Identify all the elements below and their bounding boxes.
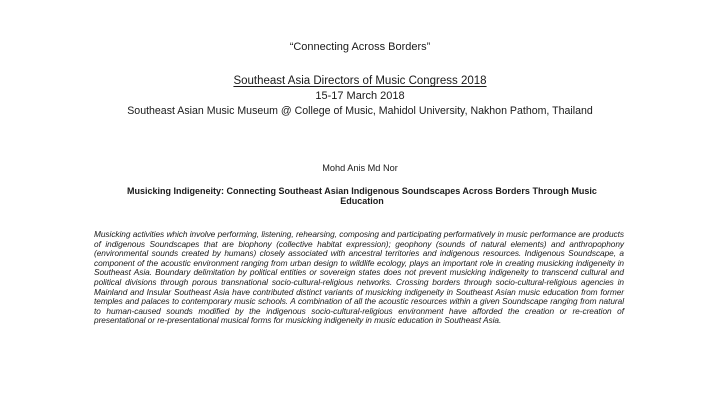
congress-title: Southeast Asia Directors of Music Congress 2018 [233, 75, 487, 87]
congress-venue: Southeast Asian Music Museum @ College of Music, Mahidol University, Nakhon Pathom, Thailand [127, 105, 593, 117]
congress-motto: “Connecting Across Borders” [289, 41, 431, 53]
congress-dates: 15-17 March 2018 [315, 90, 405, 102]
abstract-text: Musicking activities which involve performing, listening, rehearsing, composing and participating performatively in music performance are products of indigenous Soundscapes that are biophony (collective habitat expression); geophony (sounds of natural elements) and anthropophony (environmental sounds created by humans) closely associated with ancestral territories and indigenous resources. Indigenous Soundscape, a component of the acoustic environment ranging from urban design to wildlife ecology, plays an important role in creating musicking indigeneity in Southeast Asia. Boundary delimitation by political entities or sovereign states does not prevent musicking indigeneity to transcend cultural and political divisions through porous transnational socio-cultural-religious networks. Crossing borders through socio-cultural-religious agencies in Mainland and Insular Southeast Asia have contributed distinct variants of musicking indigeneity in Southeast Asian music education from former temples and palaces to contemporary music schools. A combination of all the acoustic resources within a given Soundscape ranging from natural to human-caused sounds modified by the indigenous socio-cultural-religious environment have afforded the creation or re-creation of presentational or re-presentational musical forms for musicking indigeneity in music education in Southeast Asia. [94, 229, 624, 326]
author-name: Mohd Anis Md Nor [322, 163, 398, 173]
paper-title: Musicking Indigeneity: Connecting Southeast Asian Indigenous Soundscapes Across Borders Through Music Education [127, 186, 597, 206]
